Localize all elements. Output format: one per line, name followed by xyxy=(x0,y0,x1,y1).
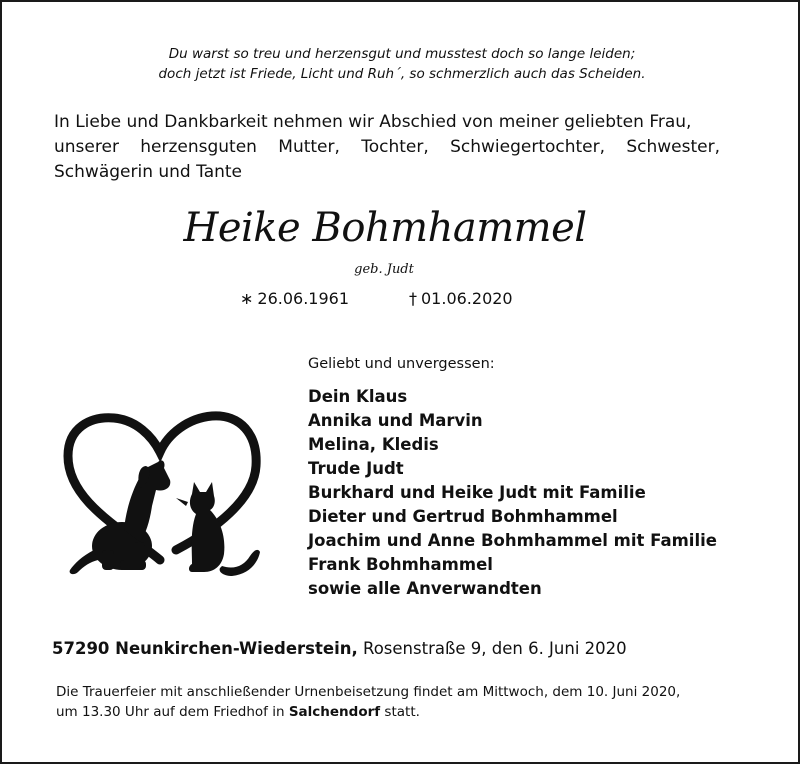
address-line xyxy=(52,638,627,660)
mourner-name: Joachim und Anne Bohmhammel mit Familie xyxy=(308,531,717,550)
death-date-line xyxy=(409,288,513,310)
funeral-location: Salchendorf xyxy=(288,704,381,720)
funeral-end: statt. xyxy=(380,704,420,720)
mourner-name: sowie alle Anverwandten xyxy=(308,579,542,598)
mourner-name: Dieter und Gertrud Bohmhammel xyxy=(308,507,618,526)
mourners-list xyxy=(308,385,717,601)
poem xyxy=(2,44,800,84)
funeral-time: um 13.30 Uhr auf dem Friedhof in xyxy=(56,704,289,720)
address-rest: Rosenstraße 9, den 6. Juni 2020 xyxy=(357,639,627,658)
intro-text xyxy=(54,110,720,185)
mourner-name: Annika und Marvin xyxy=(308,411,483,430)
funeral-info xyxy=(56,682,756,722)
death-cross-icon: † xyxy=(409,289,417,308)
address-place: 57290 Neunkirchen-Wiederstein, xyxy=(52,639,358,658)
poem-line: doch jetzt ist Friede, Licht und Ruh´, so schmerzlich auch das Scheiden. xyxy=(158,66,646,82)
intro-line: In Liebe und Dankbarkeit nehmen wir Abschied von meiner geliebten Frau, xyxy=(54,112,692,132)
poem-line: Du warst so treu und herzensgut und musstest doch so lange leiden; xyxy=(168,46,636,62)
birth-date: 26.06.1961 xyxy=(257,289,350,308)
deceased-name: Heike Bohmhammel xyxy=(183,205,587,251)
funeral-line: Die Trauerfeier mit anschließender Urnenbeisetzung findet am Mittwoch, dem 10. Juni 2020, xyxy=(56,684,681,700)
heart-dog-cat-icon xyxy=(54,410,266,586)
maiden-name: geb. Judt xyxy=(354,262,414,277)
birth-date-line xyxy=(240,288,349,310)
intro-line: Schwägerin und Tante xyxy=(54,162,243,182)
intro-line: unserer herzensguten Mutter, Tochter, Schwiegertochter, Schwester, xyxy=(54,137,720,157)
mourner-name: Melina, Kledis xyxy=(308,435,439,454)
funeral-line xyxy=(56,702,756,722)
mourners-intro: Geliebt und unvergessen: xyxy=(308,356,495,372)
birth-star-icon: ∗ xyxy=(240,289,254,308)
mourner-name: Frank Bohmhammel xyxy=(308,555,493,574)
mourner-name: Trude Judt xyxy=(308,459,404,478)
death-date: 01.06.2020 xyxy=(421,289,513,308)
mourner-name: Burkhard und Heike Judt mit Familie xyxy=(308,483,646,502)
mourner-name: Dein Klaus xyxy=(308,387,408,406)
